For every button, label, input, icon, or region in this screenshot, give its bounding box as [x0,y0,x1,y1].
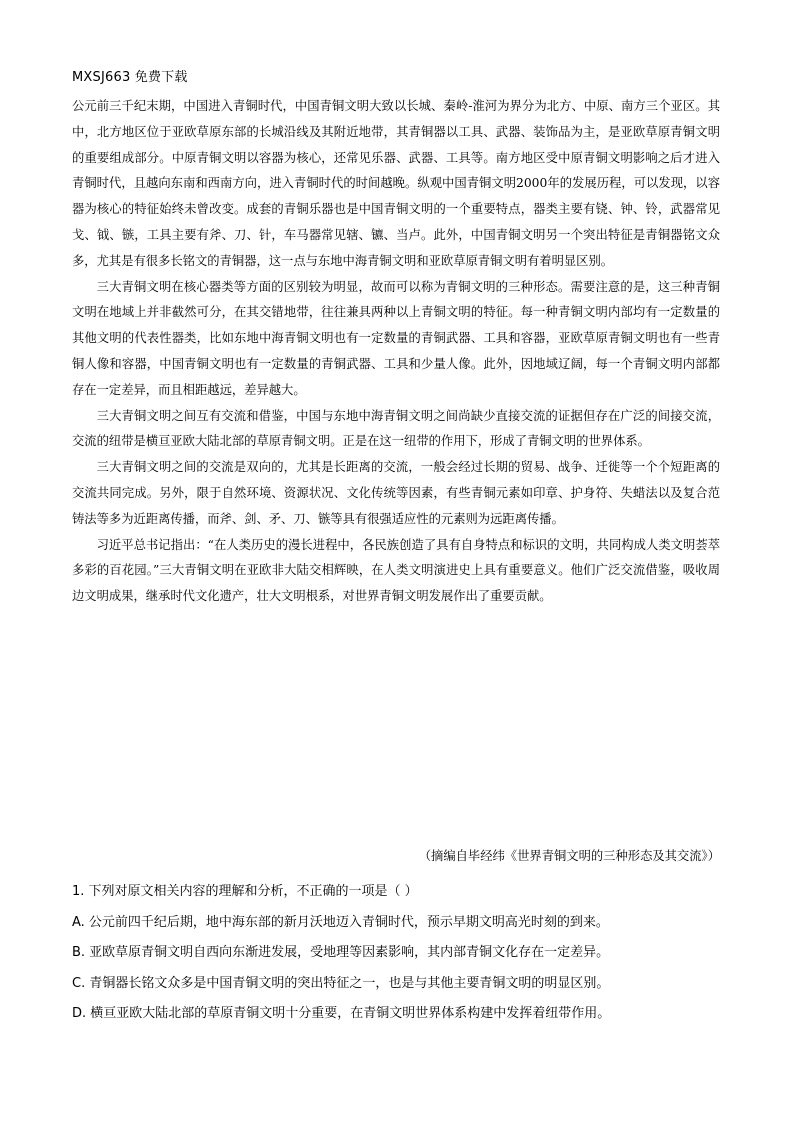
question-stem: 1. 下列对原文相关内容的理解和分析，不正确的一项是（ ） [72,884,418,899]
article-paragraph-4: 三大青铜文明之间的交流是双向的，尤其是长距离的交流，一般会经过长期的贸易、战争、迁徙等一个个短距离的交流共同完成。另外，限于自然环境、资源状况、文化传统等因素，有些青铜元素如印章、护身符、失蜡法以及复合范铸法等多为近距离传播，而斧、剑、矛、刀、镞等具有很强适应性的元素则为远距离传播。 [72,460,720,526]
article-paragraph-1: 公元前三千纪末期，中国进入青铜时代，中国青铜文明大致以长城、秦岭-淮河为界分为北方、中原、南方三个亚区。其中，北方地区位于亚欧草原东部的长城沿线及其附近地带，其青铜器以工具、武器、装饰品为主，是亚欧草原青铜文明的重要组成部分。中原青铜文明以容器为核心，还常见乐器、武器、工具等。南方地区受中原青铜文明影响之后才进入青铜时代，且越向东南和西南方向，进入青铜时代的时间越晚。纵观中国青铜文明2000年的发展历程，可以发现，以容器为核心的特征始终未曾改变。成套的青铜乐器也是中国青铜文明的一个重要特点，器类主要有铙、钟、铃，武器常见戈、钺、镞，工具主要有斧、刀、针，车马器常见辖、镳、当卢。此外，中国青铜文明另一个突出特征是青铜器铭文众多，尤其是有很多长铭文的青铜器，这一点与东地中海青铜文明和亚欧草原青铜文明有着明显区别。 [72,99,720,268]
watermark-text: MXSJ663 免费下载 [72,70,188,85]
question-block [72,877,720,1030]
question-option-a: A. 公元前四千纪后期，地中海东部的新月沃地迈入青铜时代，预示早期文明高光时刻的到来。 [72,914,609,930]
article-paragraph-2: 三大青铜文明在核心器类等方面的区别较为明显，故而可以称为青铜文明的三种形态。需要注意的是，这三种青铜文明在地域上并非截然可分，在其交错地带，往往兼具两种以上青铜文明的特征。每一种青铜文明内部均有一定数量的其他文明的代表性器类，比如东地中海青铜文明也有一定数量的青铜武器、工具和容器，亚欧草原青铜文明也有一些青铜人像和容器，中国青铜文明也有一定数量的青铜武器、工具和少量人像。此外，因地域辽阔，每一个青铜文明内部都存在一定差异，而且相距越远，差异越大。 [72,279,720,397]
article-paragraph-3: 三大青铜文明之间互有交流和借鉴，中国与东地中海青铜文明之间尚缺少直接交流的证据但存在广泛的间接交流，交流的纽带是横亘亚欧大陆北部的草原青铜文明。正是在这一纽带的作用下，形成了青铜文明的世界体系。 [72,408,720,449]
question-option-b: B. 亚欧草原青铜文明自西向东渐进发展，受地理等因素影响，其内部青铜文化存在一定差异。 [72,945,610,960]
question-option-d: D. 横亘亚欧大陆北部的草原青铜文明十分重要，在青铜文明世界体系构建中发挥着纽带作用。 [72,1006,611,1021]
article-body [72,94,720,610]
article-paragraph-5: 习近平总书记指出：“在人类历史的漫长进程中，各民族创造了具有自身特点和标识的文明，共同构成人类文明荟萃多彩的百花园。”三大青铜文明在亚欧非大陆交相辉映，在人类文明演进史上具有重要意义。他们广泛交流借鉴，吸收周边文明成果，继承时代文化遗产，壮大文明根系，对世界青铜文明发展作出了重要贡献。 [72,537,720,604]
question-option-c: C. 青铜器长铭文众多是中国青铜文明的突出特征之一，也是与其他主要青铜文明的明显区别。 [72,975,610,991]
article-source-citation: （摘编自毕经纬《世界青铜文明的三种形态及其交流》） [418,849,720,863]
